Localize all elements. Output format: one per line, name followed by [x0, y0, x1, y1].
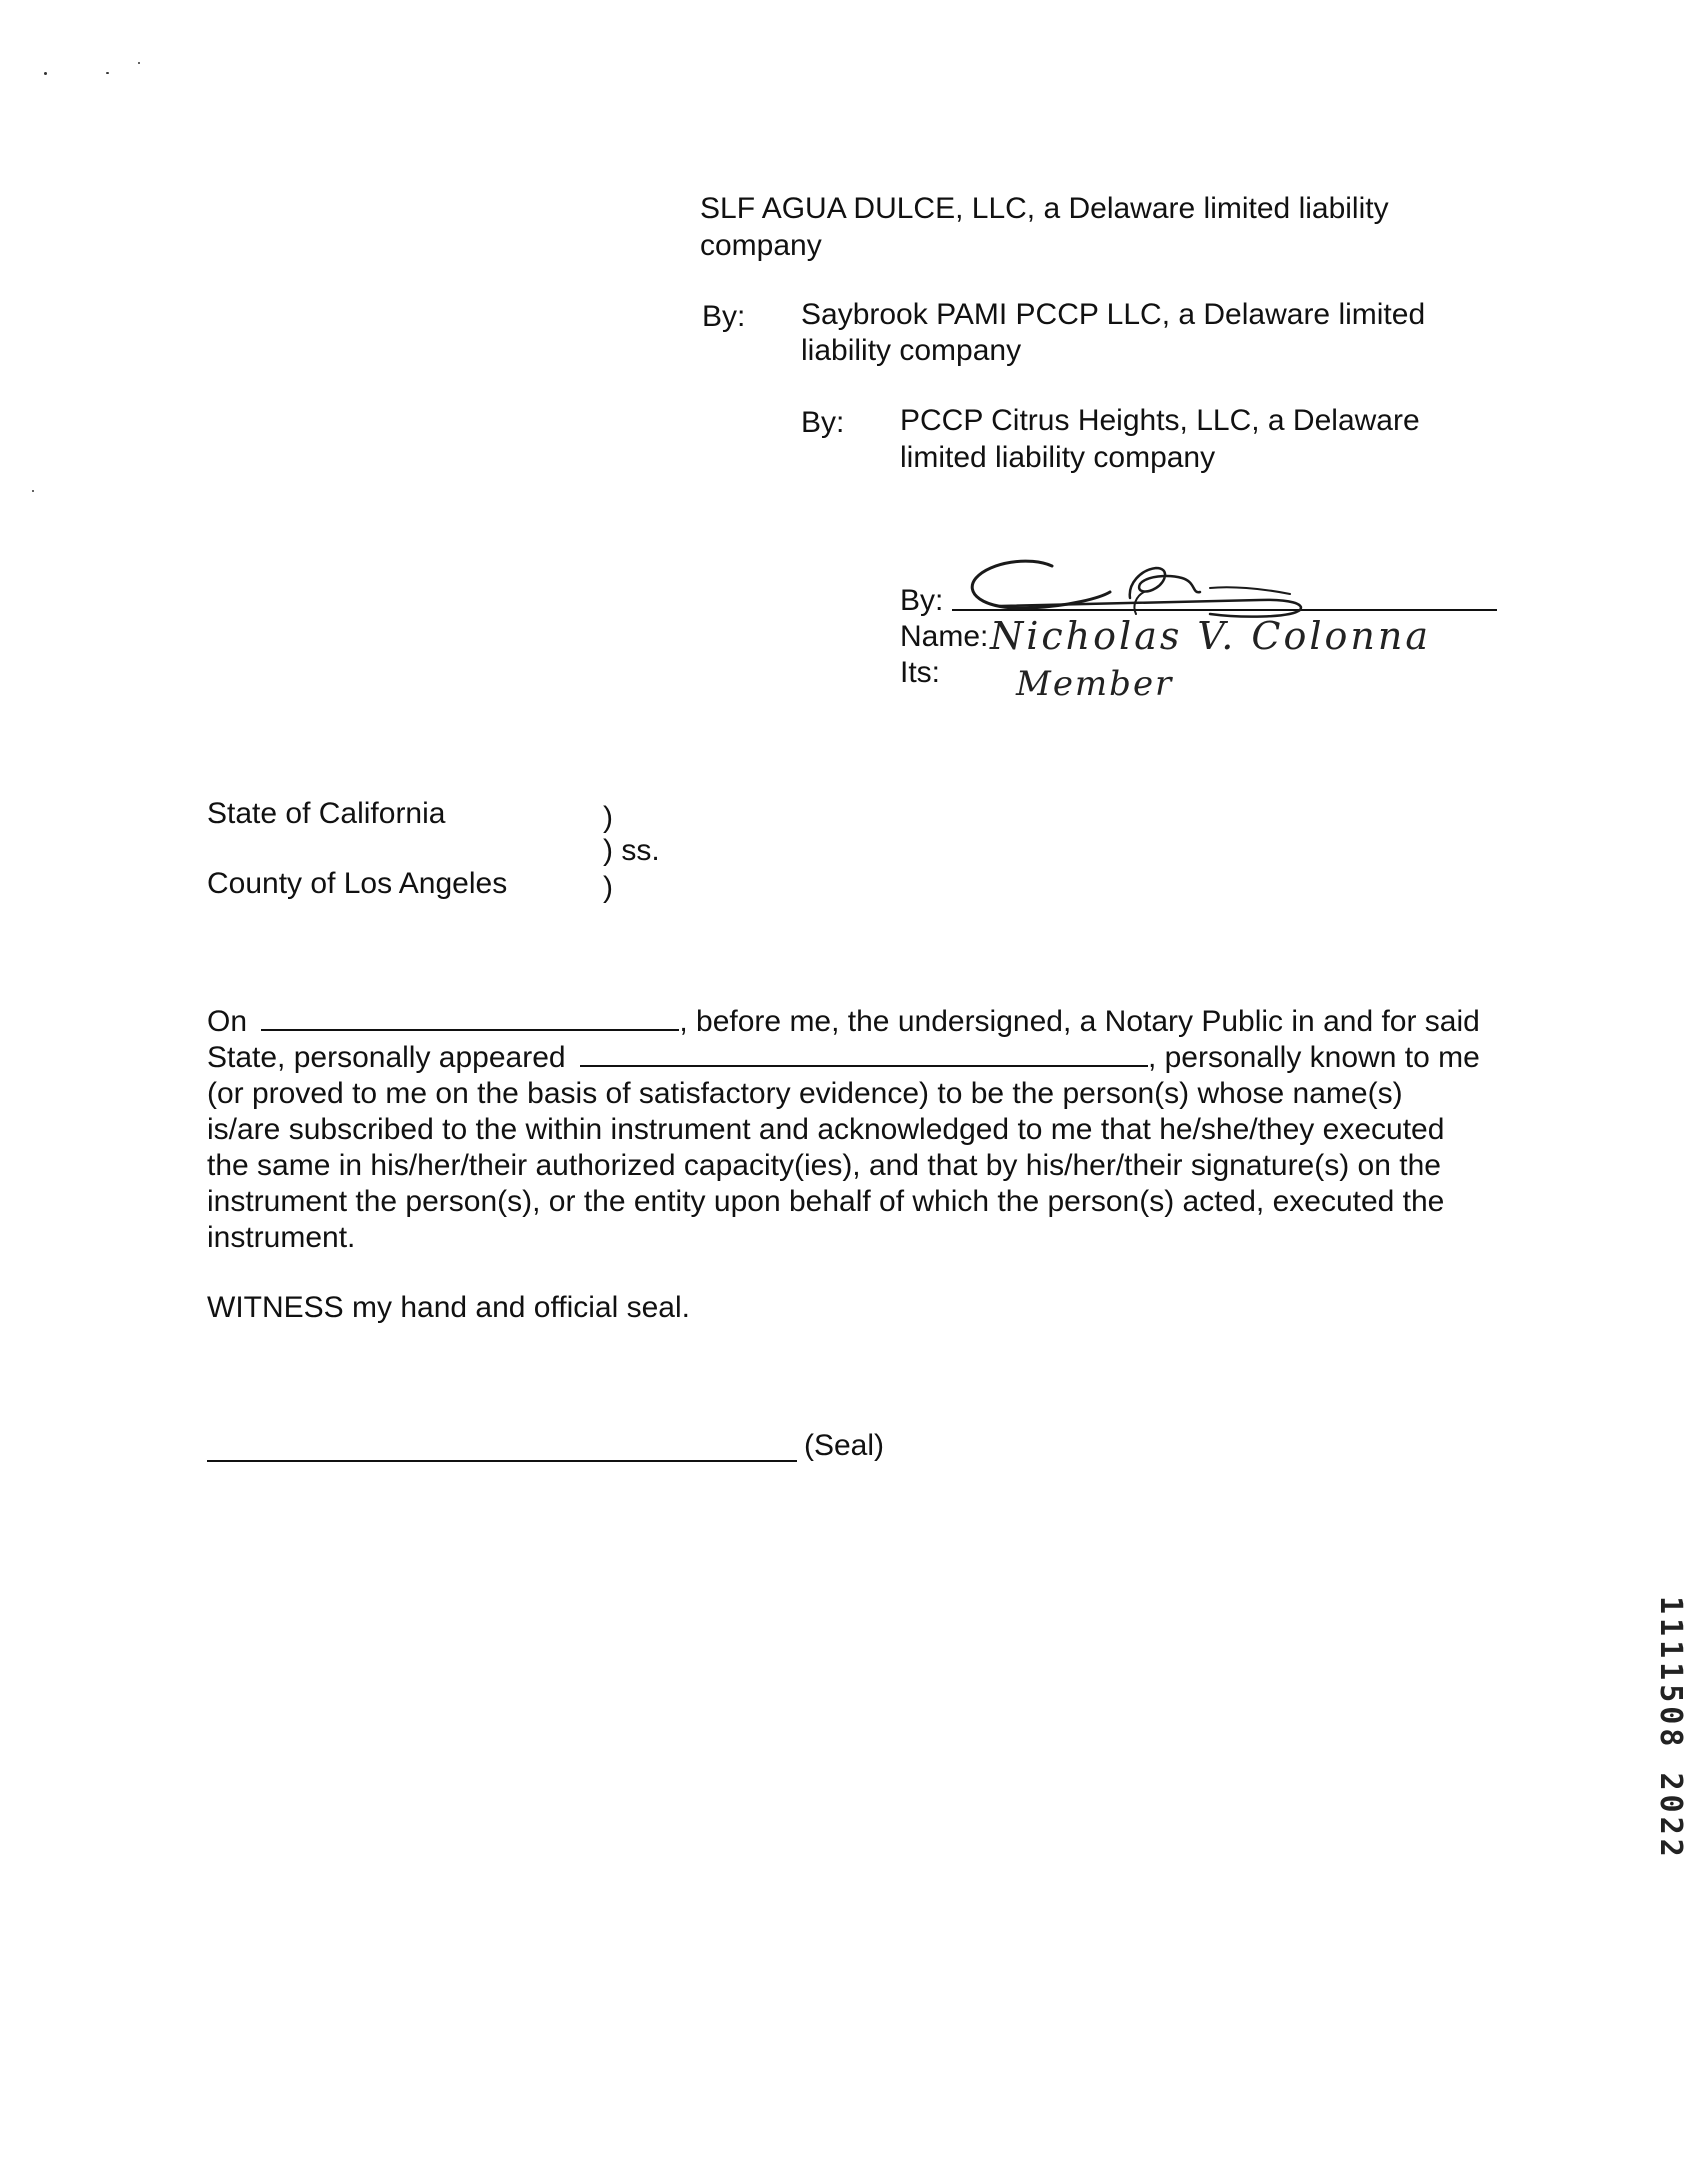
ack-line5: the same in his/her/their authorized capacity(ies), and that by his/her/their signature(s) on the	[207, 1149, 1441, 1182]
manager-entity-line1: PCCP Citrus Heights, LLC, a Delaware	[900, 404, 1420, 437]
venue-state: State of California	[207, 797, 446, 830]
margin-document-number: 1111508 2022	[1653, 1596, 1688, 1861]
ack-line1-rest: , before me, the undersigned, a Notary Public in and for said	[679, 1005, 1480, 1038]
ack-line	[207, 1004, 1507, 1040]
ack-line2-start: State, personally appeared	[207, 1041, 566, 1074]
ack-line7: instrument.	[207, 1221, 356, 1254]
venue-paren: )	[603, 801, 613, 834]
handwritten-title: Member	[1016, 664, 1174, 704]
manager-entity-line2: limited liability company	[900, 441, 1216, 474]
ack-line3: (or proved to me on the basis of satisfactory evidence) to be the person(s) whose name(s)	[207, 1077, 1403, 1110]
ack-line	[207, 1040, 1507, 1076]
date-blank	[261, 1005, 679, 1031]
scan-speck	[138, 62, 140, 64]
ack-line2-rest: , personally known to me	[1147, 1041, 1480, 1074]
seal-label: (Seal)	[804, 1429, 885, 1462]
by-label-2: By:	[801, 406, 845, 439]
acknowledgment-paragraph	[207, 1004, 1507, 1256]
venue-ss: ) ss.	[603, 834, 660, 867]
venue-county: County of Los Angeles	[207, 867, 508, 900]
venue-paren: )	[603, 871, 613, 904]
member-entity-line1: Saybrook PAMI PCCP LLC, a Delaware limited	[801, 298, 1426, 331]
ack-on: On	[207, 1005, 248, 1038]
ack-line4: is/are subscribed to the within instrument and acknowledged to me that he/she/they executed	[207, 1113, 1445, 1146]
scan-speck	[44, 72, 47, 75]
witness-clause: WITNESS my hand and official seal.	[207, 1291, 690, 1324]
appeared-name-blank	[580, 1041, 1148, 1067]
notary-signature-line	[207, 1460, 797, 1462]
by-label-3: By:	[900, 584, 944, 617]
by-label-1: By:	[702, 300, 746, 333]
handwritten-name: Nicholas V. Colonna	[990, 614, 1431, 658]
scan-speck	[106, 72, 109, 74]
member-entity-line2: liability company	[801, 334, 1022, 367]
entity-name-line1: SLF AGUA DULCE, LLC, a Delaware limited liability	[700, 192, 1389, 225]
its-label: Its:	[900, 656, 941, 689]
entity-name-line2: company	[700, 229, 822, 262]
ack-line6: instrument the person(s), or the entity upon behalf of which the person(s) acted, executed the	[207, 1185, 1445, 1218]
scan-speck	[32, 490, 34, 492]
name-label: Name:	[900, 620, 989, 653]
